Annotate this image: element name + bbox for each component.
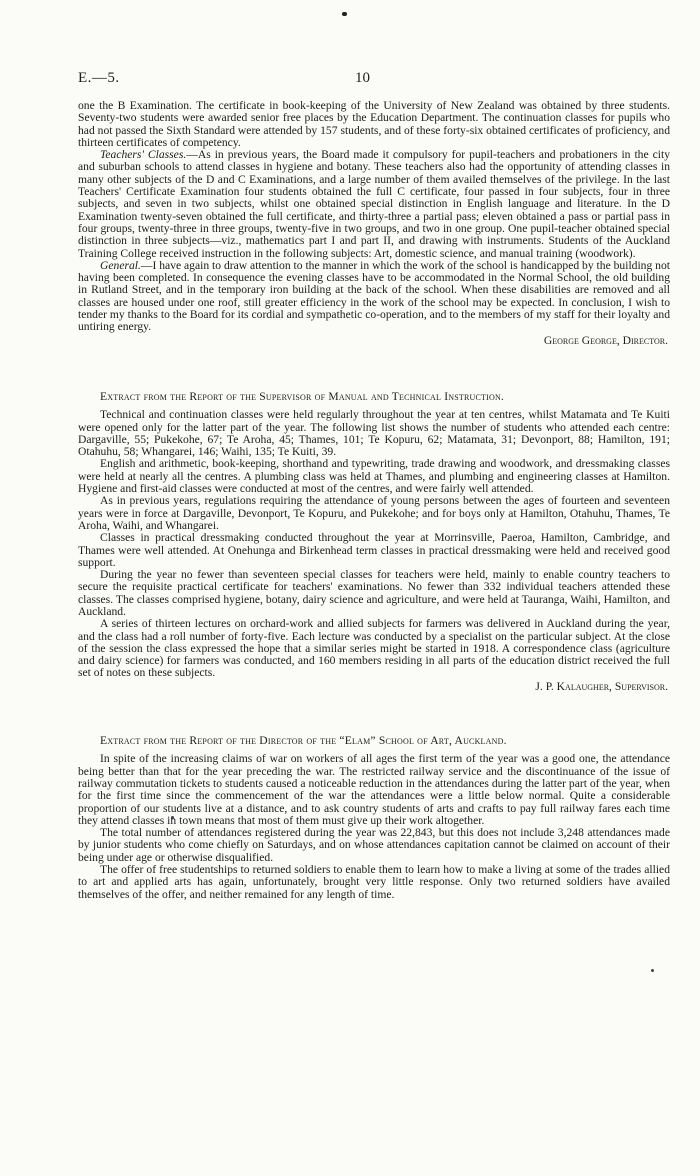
paragraph: A series of thirteen lectures on orchard-work and allied subjects for farmers was delivered in Auckland during the year, and the class had a roll number of forty-five. Each lecture was conducted by a specialist on the particular subject. At the close of the session the class expressed the hope that a similar series might be started in 1918. A correspondence class (agriculture and dairy science) for farmers was conducted, and 160 members residing in all parts of the education district received the full set of notes on these subjects. bbox=[78, 617, 670, 680]
signature: George George, Director. bbox=[543, 333, 668, 347]
ink-speck bbox=[651, 969, 654, 972]
page-body bbox=[78, 100, 670, 901]
paragraph: In spite of the increasing claims of war on workers of all ages the first term of the year was a good one, the attendance being better than that for the year preceding the war. The restricted railway service and the discontinuance of the issue of railway commutation tickets to students caused a noticeable reduction in the attendances during the latter part of the year, when for the first time since the commencement of the war the attendances were a little below normal. Quite a considerable proportion of our students live at a distance, and to ask country students of arts and crafts to pay full railway fares each time they attend classes in town means that most of them must give up their work altogether. bbox=[78, 752, 670, 827]
paragraph: Classes in practical dressmaking conducted throughout the year at Morrinsville, Paeroa, Hamilton, Cambridge, and Thames were well attended. At Onehunga and Birkenhead term classes in practical dressmaking were held and received good support. bbox=[78, 531, 670, 569]
signature: J. P. Kalaugher, Supervisor. bbox=[535, 679, 668, 693]
section-heading: Extract from the Report of the Supervisor of Manual and Technical Instruction. bbox=[100, 389, 505, 403]
paragraph: As in previous years, regulations requiring the attendance of young persons between the ages of fourteen and seventeen years were in force at Dargaville, Devonport, Te Kopuru, and Pukekohe; and for boys only at Hamilton, Otahuhu, Thames, Te Aroha, Waihi, and Whangarei. bbox=[78, 494, 670, 532]
paragraph: Technical and continuation classes were held regularly throughout the year at ten centres, whilst Matamata and Te Kuiti were opened only for the latter part of the year. The following list shows the number of students who attended each centre: Dargaville, 55; Pukekohe, 67; Te Aroha, 45; Thames, 101; Te Kopuru, 62; Matamata, 31; Devonport, 88; Hamilton, 191; Otahuhu, 58; Whangarei, 146; Waihi, 135; Te Kuiti, 39. bbox=[78, 408, 670, 459]
paragraph-lead: Teachers' Classes. bbox=[100, 148, 187, 162]
punch-mark bbox=[342, 12, 347, 16]
paragraph: During the year no fewer than seventeen special classes for teachers were held, mainly to enable country teachers to secure the requisite practical certificate for teachers' examinations. No fewer than 332 individual teachers attended these classes. The classes comprised hygiene, botany, dairy science and agriculture, and were held at Tauranga, Waihi, Hamilton, and Auckland. bbox=[78, 568, 670, 618]
paragraph-lead: General. bbox=[100, 258, 141, 272]
paragraph-text: —As in previous years, the Board made it compulsory for pupil-teachers and probationers in the city and suburban schools to attend classes in hygiene and botany. These teachers also had the opportunity of attending classes in many other subjects of the D and C Examinations, and a large number of them availed themselves of the privilege. In the last Teachers' Certificate Examination four students obtained the full C certificate, four passed in four subjects, four in three subjects, and seven in two subjects, whilst one obtained special distinction in English language and literature. In the D Examination twenty-seven obtained the full certificate, and thirty-three a partial pass; eleven obtained a pass or partial pass in four groups, twenty-three in three groups, twenty-five in two groups, and two in one group. One pupil-teacher obtained special distinction in three subjects—viz., mathematics part I and part II, and drawing with instruments. Students of the Auckland Training College received instruction in the following subjects: Art, domestic science, and manual training (woodwork). bbox=[78, 148, 670, 260]
paragraph bbox=[78, 260, 670, 334]
page-header bbox=[78, 70, 668, 92]
paragraph: English and arithmetic, book-keeping, shorthand and typewriting, trade drawing and woodwork, and dressmaking classes were held at nearly all the centres. A plumbing class was held at Thames, and plumbing and engineering classes at Hamilton. Hygiene and first-aid classes were conducted at most of the centres, and were fairly well attended. bbox=[78, 457, 670, 496]
paragraph: The offer of free studentships to returned soldiers to enable them to learn how to make a living at some of the trades allied to art and applied arts has again, unfortunately, brought very little response. Only two returned soldiers have availed themselves of the offer, and neither remained for any length of time. bbox=[78, 863, 670, 901]
paragraph bbox=[78, 149, 670, 260]
paragraph-text: —I have again to draw attention to the manner in which the work of the school is handicapped by the building not having been completed. In consequence the evening classes have to be accommodated in the Normal School, the old building in Rutland Street, and in the temporary iron building at the back of the school. When these disabilities are removed and all classes are housed under one roof, still greater efficiency in the work of the school may be expected. In conclusion, I wish to tender my thanks to the Board for its cordial and sympathetic co-operation, and to the members of my staff for their loyalty and untiring energy. bbox=[78, 258, 670, 334]
section-heading: Extract from the Report of the Director of the “Elam” School of Art, Auckland. bbox=[100, 734, 507, 748]
paragraph: one the B Examination. The certificate in book-keeping of the University of New Zealand was obtained by three students. Seventy-two students were awarded senior free places by the Education Department. The continuation classes for pupils who had not passed the Sixth Standard were attended by 157 students, and of these forty-six obtained certificates of proficiency, and thirteen certificates of competency. bbox=[78, 99, 670, 149]
document-reference: E.—5. bbox=[78, 70, 120, 86]
page-number: 10 bbox=[355, 70, 370, 86]
paragraph: The total number of attendances registered during the year was 22,843, but this does not include 3,248 attendances made by junior students who come chiefly on Saturdays, and on whose attendances capitation cannot be claimed on account of their being under age or otherwise disqualified. bbox=[78, 826, 670, 864]
